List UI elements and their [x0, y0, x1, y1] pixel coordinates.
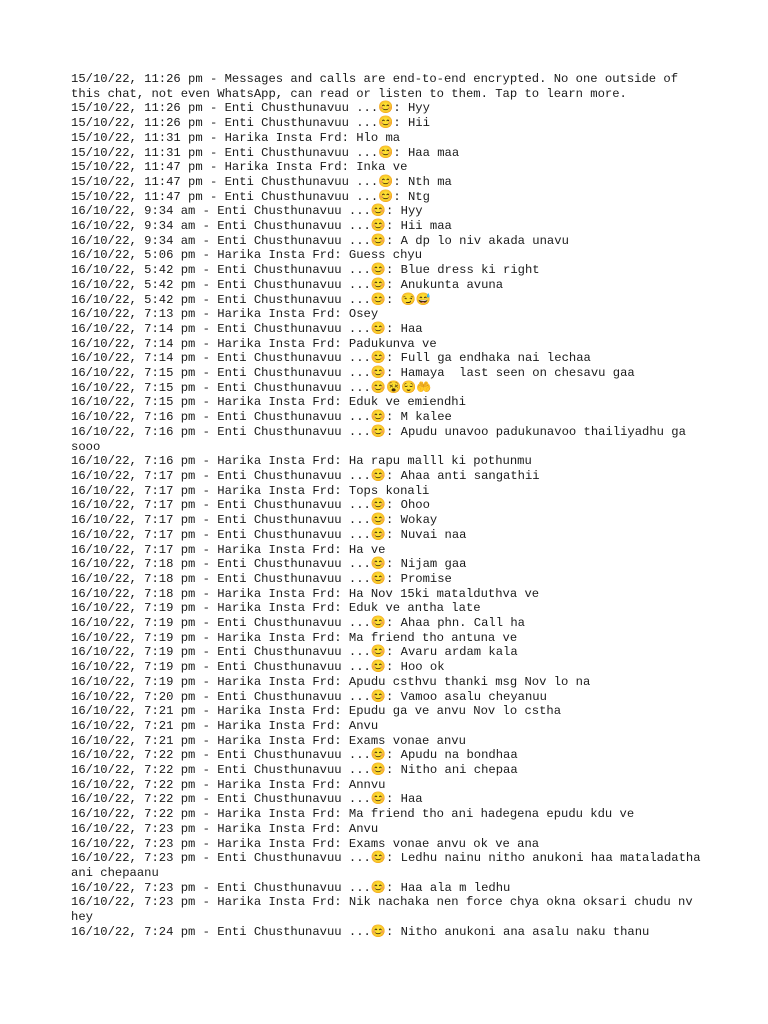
chat-line: 16/10/22, 5:06 pm - Harika Insta Frd: Guess chyu: [71, 248, 423, 263]
chat-line: 16/10/22, 7:17 pm - Harika Insta Frd: Ha ve: [71, 542, 386, 557]
chat-line: 16/10/22, 7:19 pm - Enti Chusthunavuu ...😊: Avaru ardam kala: [71, 645, 518, 660]
chat-line: 16/10/22, 7:18 pm - Enti Chusthunavuu ...😊: Nijam gaa: [71, 557, 467, 572]
chat-line: 16/10/22, 7:20 pm - Enti Chusthunavuu ...😊: Vamoo asalu cheyanuu: [71, 689, 547, 704]
chat-line: 15/10/22, 11:31 pm - Enti Chusthunavuu ...😊: Haa maa: [71, 145, 460, 160]
chat-line: 15/10/22, 11:26 pm - Enti Chusthunavuu ...😊: Hyy: [71, 101, 430, 116]
chat-line: 16/10/22, 7:16 pm - Harika Insta Frd: Ha rapu malll ki pothunmu: [71, 454, 532, 469]
chat-line: 16/10/22, 7:13 pm - Harika Insta Frd: Osey: [71, 307, 379, 322]
chat-line: 16/10/22, 7:23 pm - Enti Chusthunavuu ...😊: Haa ala m ledhu: [71, 880, 511, 895]
chat-line: 15/10/22, 11:26 pm - Messages and calls are end-to-end encrypted. No one outside of this chat, not even WhatsApp, can read or listen to them. Tap to learn more.: [71, 72, 686, 101]
chat-line: 16/10/22, 5:42 pm - Enti Chusthunavuu ...😊: Anukunta avuna: [71, 277, 504, 292]
chat-line: 16/10/22, 7:24 pm - Enti Chusthunavuu ...😊: Nitho anukoni ana asalu naku thanu: [71, 924, 650, 939]
chat-line: 16/10/22, 7:22 pm - Enti Chusthunavuu ...😊: Apudu na bondhaa: [71, 748, 518, 763]
chat-line: 16/10/22, 7:22 pm - Harika Insta Frd: Ma friend tho ani hadegena epudu kdu ve: [71, 807, 635, 822]
chat-line: 16/10/22, 7:21 pm - Harika Insta Frd: Exams vonae anvu: [71, 733, 466, 748]
chat-line: 16/10/22, 7:17 pm - Harika Insta Frd: Tops konali: [71, 483, 430, 498]
chat-line: 16/10/22, 7:17 pm - Enti Chusthunavuu ...😊: Ahaa anti sangathii: [71, 468, 540, 483]
chat-line: 16/10/22, 7:23 pm - Enti Chusthunavuu ...😊: Ledhu nainu nitho anukoni haa mataladatha ani chepaanu: [71, 851, 708, 880]
chat-line: 16/10/22, 7:19 pm - Harika Insta Frd: Eduk ve antha late: [71, 601, 481, 616]
chat-line: 15/10/22, 11:26 pm - Enti Chusthunavuu ...😊: Hii: [71, 116, 430, 131]
chat-line: 16/10/22, 7:18 pm - Enti Chusthunavuu ...😊: Promise: [71, 571, 452, 586]
chat-line: 16/10/22, 7:14 pm - Harika Insta Frd: Padukunva ve: [71, 336, 437, 351]
chat-line: 16/10/22, 9:34 am - Enti Chusthunavuu ...😊: A dp lo niv akada unavu: [71, 233, 569, 248]
chat-line: 16/10/22, 7:16 pm - Enti Chusthunavuu ...😊: Apudu unavoo padukunavoo thailiyadhu ga sooo: [71, 424, 694, 454]
chat-line: 16/10/22, 7:19 pm - Harika Insta Frd: Ma friend tho antuna ve: [71, 630, 518, 645]
chat-line: 16/10/22, 7:19 pm - Harika Insta Frd: Apudu csthvu thanki msg Nov lo na: [71, 674, 591, 689]
chat-line: 16/10/22, 7:23 pm - Harika Insta Frd: Exams vonae anvu ok ve ana: [71, 836, 540, 851]
chat-line: 16/10/22, 5:42 pm - Enti Chusthunavuu ...😊: Blue dress ki right: [71, 263, 540, 278]
chat-line: 16/10/22, 7:19 pm - Enti Chusthunavuu ...😊: Hoo ok: [71, 660, 445, 675]
chat-line: 16/10/22, 7:21 pm - Harika Insta Frd: Epudu ga ve anvu Nov lo cstha: [71, 704, 562, 719]
chat-line: 15/10/22, 11:47 pm - Harika Insta Frd: Inka ve: [71, 160, 408, 175]
chat-line: 16/10/22, 7:22 pm - Enti Chusthunavuu ...😊: Nitho ani chepaa: [71, 763, 518, 778]
chat-line: 16/10/22, 7:23 pm - Harika Insta Frd: Nik nachaka nen force chya okna oksari chudu nv hey: [71, 895, 700, 925]
chat-line: 16/10/22, 7:17 pm - Enti Chusthunavuu ...😊: Wokay: [71, 513, 438, 528]
chat-line: 16/10/22, 7:21 pm - Harika Insta Frd: Anvu: [71, 718, 379, 733]
chat-line: 15/10/22, 11:47 pm - Enti Chusthunavuu ...😊: Nth ma: [71, 174, 452, 189]
chat-line: 16/10/22, 7:22 pm - Enti Chusthunavuu ...😊: Haa: [71, 792, 423, 807]
chat-export-text: [71, 72, 711, 939]
chat-line: 16/10/22, 5:42 pm - Enti Chusthunavuu ...😊: 😏😅: [71, 292, 432, 307]
chat-line: 16/10/22, 9:34 am - Enti Chusthunavuu ...😊: Hyy: [71, 204, 423, 219]
chat-line: 16/10/22, 7:14 pm - Enti Chusthunavuu ...😊: Full ga endhaka nai lechaa: [71, 351, 591, 366]
chat-line: 16/10/22, 7:17 pm - Enti Chusthunavuu ...😊: Nuvai naa: [71, 527, 467, 542]
chat-line: 16/10/22, 9:34 am - Enti Chusthunavuu ...😊: Hii maa: [71, 219, 452, 234]
chat-line: 16/10/22, 7:16 pm - Enti Chusthunavuu ...😊: M kalee: [71, 410, 452, 425]
chat-line: 16/10/22, 7:15 pm - Enti Chusthunavuu ...😊😵😌🤲: [71, 380, 432, 395]
chat-line: 16/10/22, 7:17 pm - Enti Chusthunavuu ...😊: Ohoo: [71, 498, 430, 513]
chat-line: 16/10/22, 7:23 pm - Harika Insta Frd: Anvu: [71, 821, 379, 836]
chat-line: 16/10/22, 7:19 pm - Enti Chusthunavuu ...😊: Ahaa phn. Call ha: [71, 616, 525, 631]
chat-line: 16/10/22, 7:15 pm - Harika Insta Frd: Eduk ve emiendhi: [71, 395, 466, 410]
chat-line: 16/10/22, 7:15 pm - Enti Chusthunavuu ...😊: Hamaya last seen on chesavu gaa: [71, 366, 635, 381]
chat-line: 16/10/22, 7:14 pm - Enti Chusthunavuu ...😊: Haa: [71, 321, 423, 336]
chat-line: 16/10/22, 7:18 pm - Harika Insta Frd: Ha Nov 15ki matalduthva ve: [71, 586, 540, 601]
chat-line: 16/10/22, 7:22 pm - Harika Insta Frd: Annvu: [71, 777, 386, 792]
chat-line: 15/10/22, 11:31 pm - Harika Insta Frd: Hlo ma: [71, 130, 401, 145]
chat-line: 15/10/22, 11:47 pm - Enti Chusthunavuu ...😊: Ntg: [71, 189, 430, 204]
